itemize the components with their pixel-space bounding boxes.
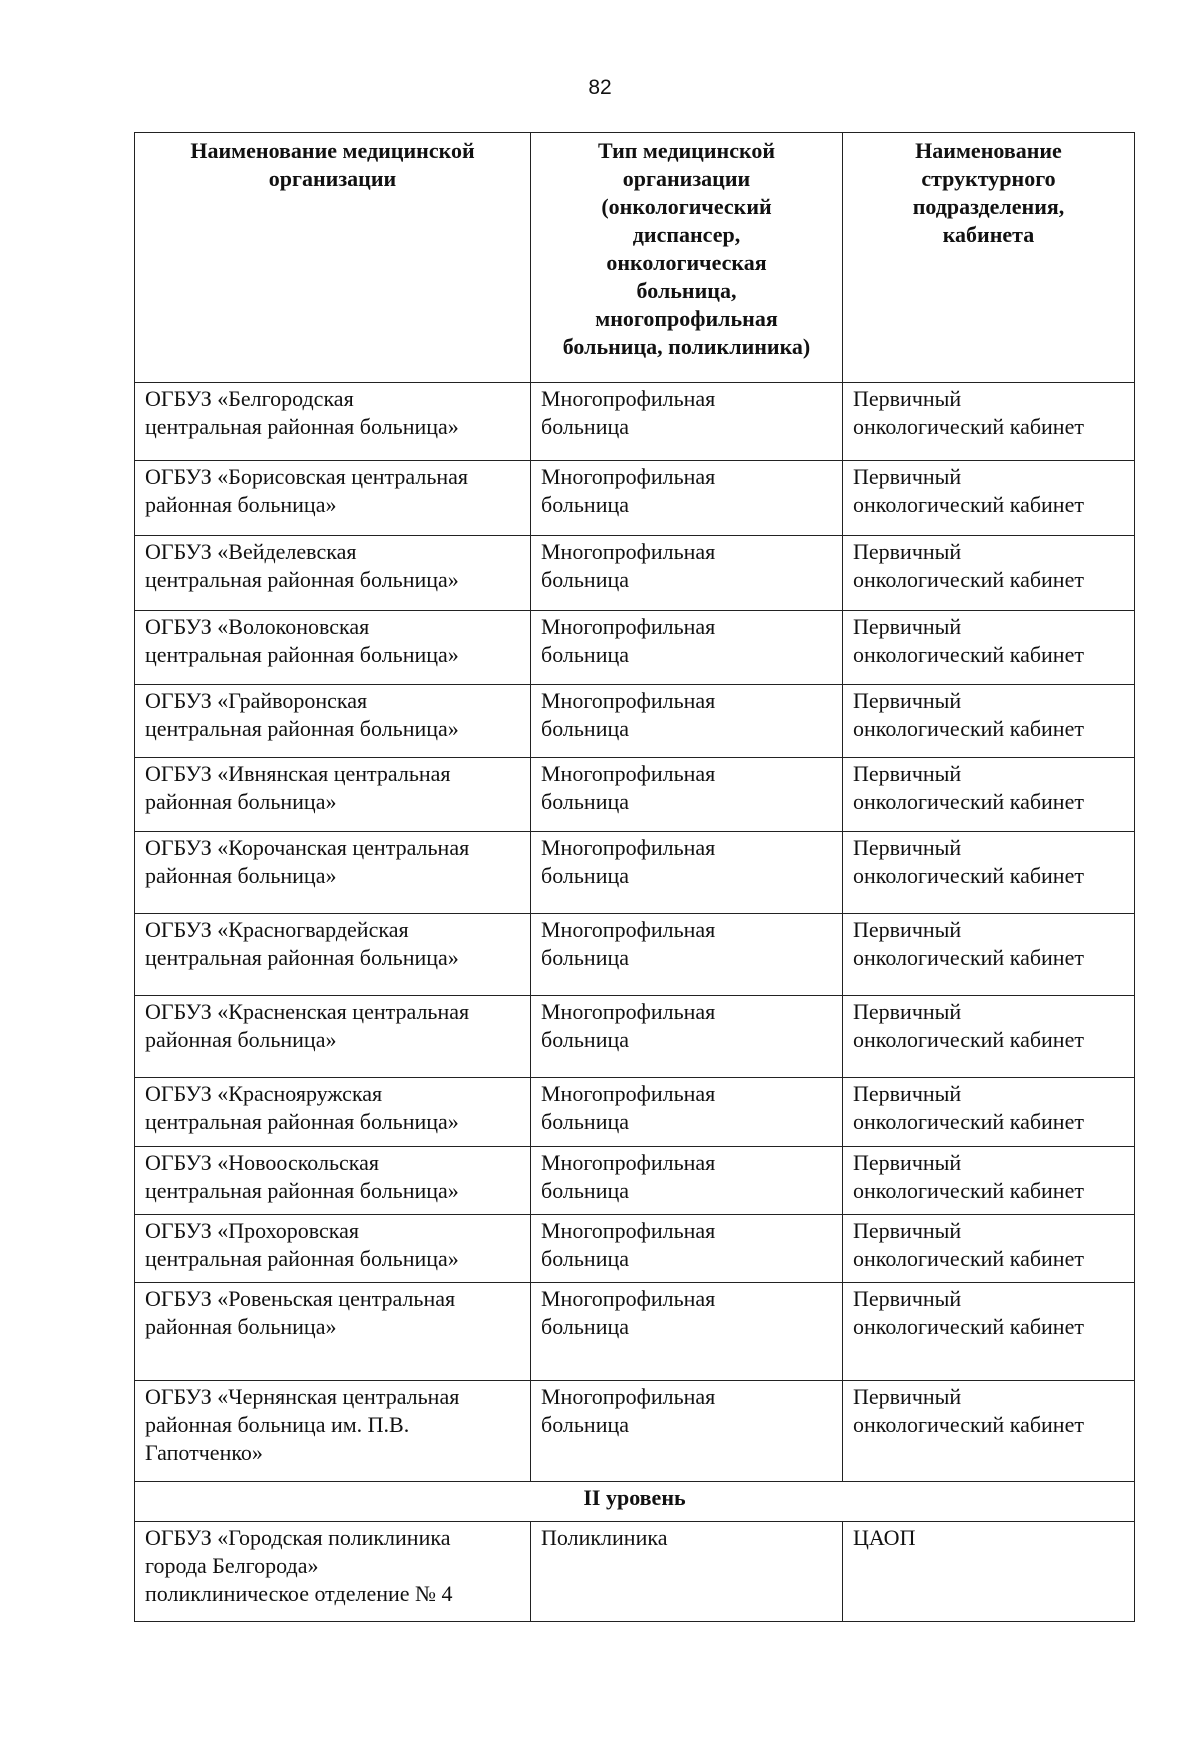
cell-unit-name: Первичный онкологический кабинет [843,1147,1135,1215]
cell-org-name: ОГБУЗ «Белгородская центральная районная больница» [135,383,531,461]
table-row [135,1215,1135,1283]
header-unit-name: Наименование структурного подразделения, кабинета [843,133,1135,383]
page-number: 82 [588,76,612,99]
cell-org-type: Многопрофильная больница [531,1381,843,1482]
header-org-type: Тип медицинской организации (онкологический диспансер, онкологическая больница, многопрофильная больница, поликлиника) [531,133,843,383]
cell-org-name: ОГБУЗ «Красногвардейская центральная районная больница» [135,914,531,996]
cell-unit-name: Первичный онкологический кабинет [843,536,1135,611]
cell-unit-name: Первичный онкологический кабинет [843,685,1135,758]
cell-org-type: Многопрофильная больница [531,914,843,996]
cell-org-type: Многопрофильная больница [531,832,843,914]
table-row [135,461,1135,536]
cell-org-name: ОГБУЗ «Грайворонская центральная районная больница» [135,685,531,758]
table-row [135,536,1135,611]
table-row [135,832,1135,914]
table-row [135,1381,1135,1482]
cell-org-type: Многопрофильная больница [531,383,843,461]
cell-unit-name: Первичный онкологический кабинет [843,461,1135,536]
cell-org-type: Многопрофильная больница [531,1215,843,1283]
table-body [135,383,1135,1622]
level-row [135,1482,1135,1522]
table-header [135,133,1135,383]
cell-org-type: Многопрофильная больница [531,536,843,611]
cell-unit-name: Первичный онкологический кабинет [843,1283,1135,1381]
cell-org-name: ОГБУЗ «Красненская центральная районная больница» [135,996,531,1078]
cell-unit-name: Первичный онкологический кабинет [843,996,1135,1078]
table-row [135,914,1135,996]
cell-org-name: ОГБУЗ «Волоконовская центральная районная больница» [135,611,531,685]
cell-org-name: ОГБУЗ «Прохоровская центральная районная больница» [135,1215,531,1283]
table-row [135,1283,1135,1381]
cell-org-name: ОГБУЗ «Ивнянская центральная районная больница» [135,758,531,832]
cell-org-type: Многопрофильная больница [531,461,843,536]
cell-org-type: Многопрофильная больница [531,1283,843,1381]
table-row [135,383,1135,461]
table-row [135,1078,1135,1147]
cell-org-name: ОГБУЗ «Новооскольская центральная районная больница» [135,1147,531,1215]
cell-org-type: Многопрофильная больница [531,611,843,685]
cell-unit-name: Первичный онкологический кабинет [843,611,1135,685]
cell-unit-name: Первичный онкологический кабинет [843,1381,1135,1482]
cell-org-name: ОГБУЗ «Корочанская центральная районная больница» [135,832,531,914]
cell-unit-name: Первичный онкологический кабинет [843,832,1135,914]
cell-unit-name: Первичный онкологический кабинет [843,1215,1135,1283]
table-row [135,1147,1135,1215]
cell-org-name: ОГБУЗ «Борисовская центральная районная больница» [135,461,531,536]
header-org-name: Наименование медицинской организации [135,133,531,383]
organizations-table [134,132,1135,1622]
table-row [135,685,1135,758]
cell-org-name: ОГБУЗ «Ровеньская центральная районная больница» [135,1283,531,1381]
cell-org-type: Многопрофильная больница [531,1078,843,1147]
table-row [135,996,1135,1078]
cell-unit-name: ЦАОП [843,1522,1135,1622]
cell-unit-name: Первичный онкологический кабинет [843,383,1135,461]
level-label: II уровень [135,1482,1135,1522]
table-row [135,1522,1135,1622]
cell-org-type: Многопрофильная больница [531,685,843,758]
cell-unit-name: Первичный онкологический кабинет [843,758,1135,832]
cell-org-type: Многопрофильная больница [531,758,843,832]
cell-unit-name: Первичный онкологический кабинет [843,914,1135,996]
cell-unit-name: Первичный онкологический кабинет [843,1078,1135,1147]
cell-org-name: ОГБУЗ «Чернянская центральная районная больница им. П.В. Гапотченко» [135,1381,531,1482]
cell-org-type: Многопрофильная больница [531,1147,843,1215]
cell-org-name: ОГБУЗ «Краснояружская центральная районная больница» [135,1078,531,1147]
cell-org-type: Поликлиника [531,1522,843,1622]
table-row [135,611,1135,685]
table-row [135,758,1135,832]
cell-org-name: ОГБУЗ «Вейделевская центральная районная больница» [135,536,531,611]
cell-org-type: Многопрофильная больница [531,996,843,1078]
cell-org-name: ОГБУЗ «Городская поликлиника города Белгорода» поликлиническое отделение № 4 [135,1522,531,1622]
